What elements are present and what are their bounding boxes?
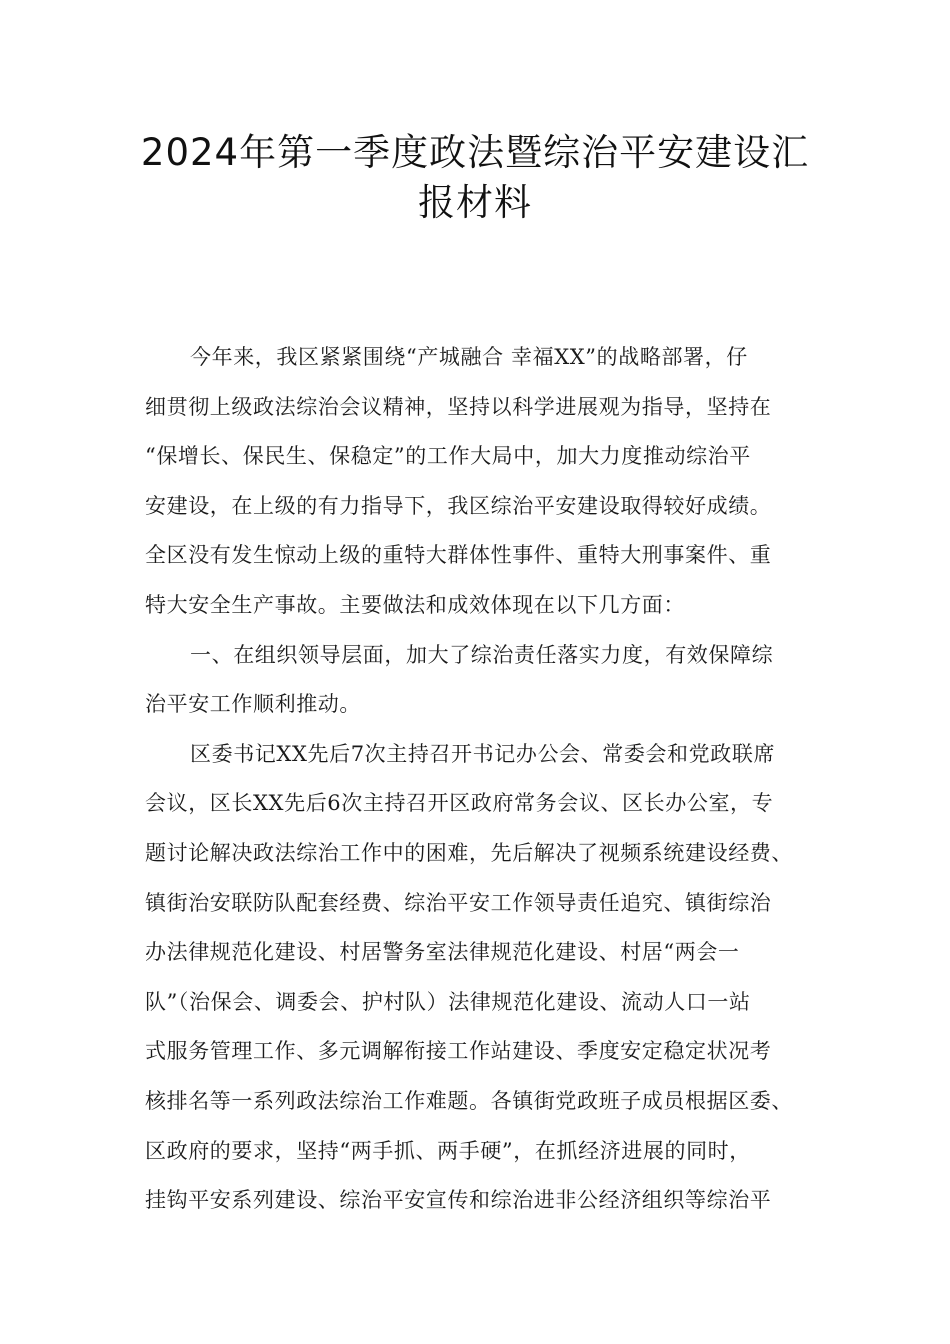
body-text-line: 特大安全生产事故。主要做法和成效体现在以下几方面： [145, 592, 685, 617]
title-line-2: 报材料 [418, 181, 532, 224]
body-text-line: 会议，区长XX先后6次主持召开区政府常务会议、区长办公室，专 [145, 791, 774, 816]
body-text-line: 队”（治保会、调委会、护村队）法律规范化建设、流动人口一站 [145, 989, 751, 1014]
document-body [145, 333, 815, 1226]
body-text-line: 镇街治安联防队配套经费、综治平安工作领导责任追究、镇街综治 [145, 890, 772, 915]
body-text-line: 区委书记XX先后7次主持召开书记办公会、常委会和党政联席 [190, 741, 776, 766]
body-text-line: 一、在组织领导层面，加大了综治责任落实力度，有效保障综 [190, 642, 774, 667]
body-text-line: 全区没有发生惊动上级的重特大群体性事件、重特大刑事案件、重 [145, 543, 772, 568]
body-text-line: 核排名等一系列政法综治工作难题。各镇街党政班子成员根据区委、 [145, 1088, 793, 1113]
body-text-line: “保增长、保民生、保稳定”的工作大局中，加大力度推动综治平 [145, 444, 751, 469]
body-text-line: 今年来，我区紧紧围绕“产城融合 幸福XX”的战略部署，仔 [190, 345, 748, 369]
title-line-1: 2024年第一季度政法暨综治平安建设汇 [140, 131, 810, 174]
body-text-line: 治平安工作顺利推动。 [145, 692, 361, 717]
body-text-line: 式服务管理工作、多元调解衔接工作站建设、季度安定稳定状况考 [145, 1039, 772, 1064]
body-text-line: 题讨论解决政法综治工作中的困难，先后解决了视频系统建设经费、 [145, 840, 793, 865]
body-text-line: 安建设，在上级的有力指导下，我区综治平安建设取得较好成绩。 [145, 493, 772, 518]
document-title [100, 128, 850, 228]
body-text-line: 细贯彻上级政法综治会议精神，坚持以科学进展观为指导，坚持在 [145, 394, 772, 419]
body-text-line: 办法律规范化建设、村居警务室法律规范化建设、村居“两会一 [145, 940, 740, 965]
body-text-line: 区政府的要求，坚持“两手抓、两手硬”，在抓经济进展的同时， [145, 1138, 751, 1163]
body-text-line: 挂钩平安系列建设、综治平安宣传和综治进非公经济组织等综治平 [145, 1188, 772, 1213]
